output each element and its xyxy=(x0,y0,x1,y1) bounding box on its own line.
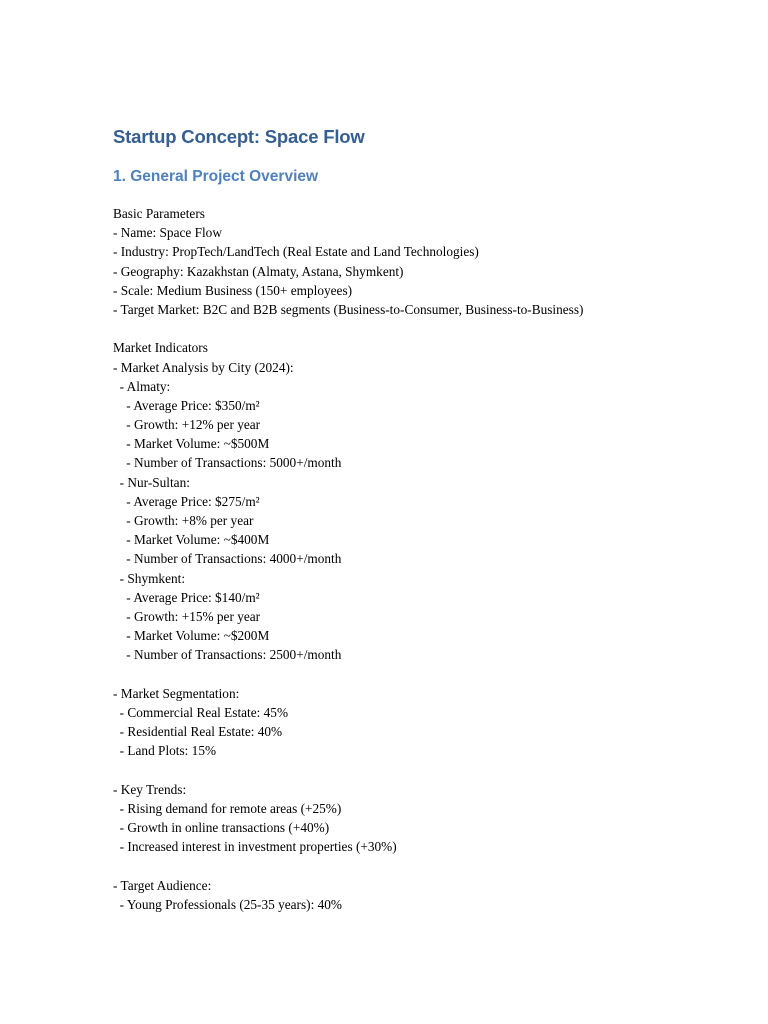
key-trends-block xyxy=(113,780,733,857)
segment-line: - Commercial Real Estate: 45% xyxy=(113,704,289,720)
city-metric-line: - Growth: +8% per year xyxy=(113,513,254,528)
key-trends-heading: - Key Trends: xyxy=(113,781,187,797)
trend-line: - Rising demand for remote areas (+25%) xyxy=(113,800,342,816)
city-metric-line: - Market Volume: ~$200M xyxy=(113,628,270,644)
market-segmentation-block xyxy=(113,684,733,761)
blank-line xyxy=(113,665,733,684)
trend-line: - Growth in online transactions (+40%) xyxy=(113,820,330,835)
city-shymkent: - Shymkent: xyxy=(113,570,186,586)
city-metric-line: - Average Price: $140/m² xyxy=(113,589,260,605)
target-audience-block xyxy=(113,876,733,914)
parameter-target-market: - Target Market: B2C and B2B segments (Business-to-Consumer, Business-to-Business) xyxy=(113,301,584,317)
city-metric-line: - Growth: +12% per year xyxy=(113,417,261,433)
market-indicators-heading: Market Indicators xyxy=(113,340,208,356)
city-metric-line: - Market Volume: ~$400M xyxy=(113,532,270,548)
blank-line xyxy=(113,856,733,875)
city-metric-line: - Growth: +15% per year xyxy=(113,608,261,624)
city-metric-line: - Market Volume: ~$500M xyxy=(113,436,270,452)
segment-line: - Residential Real Estate: 40% xyxy=(113,724,283,740)
document-page xyxy=(113,122,733,914)
blank-line xyxy=(113,319,733,338)
city-metric-line: - Number of Transactions: 2500+/month xyxy=(113,647,342,663)
city-nur-sultan: - Nur-Sultan: xyxy=(113,474,190,490)
parameter-geography: - Geography: Kazakhstan (Almaty, Astana, Shymkent) xyxy=(113,263,404,279)
trend-line: - Increased interest in investment properties (+30%) xyxy=(113,839,397,855)
market-analysis-label: - Market Analysis by City (2024): xyxy=(113,359,294,375)
city-metric-line: - Number of Transactions: 5000+/month xyxy=(113,455,342,471)
city-almaty: - Almaty: xyxy=(113,378,171,394)
basic-parameters-block xyxy=(113,204,733,319)
blank-line xyxy=(113,760,733,779)
segment-line: - Land Plots: 15% xyxy=(113,743,217,759)
parameter-industry: - Industry: PropTech/LandTech (Real Estate and Land Technologies) xyxy=(113,244,479,260)
basic-parameters-heading: Basic Parameters xyxy=(113,206,205,221)
market-indicators-block xyxy=(113,338,733,664)
market-segmentation-heading: - Market Segmentation: xyxy=(113,685,240,701)
city-metric-line: - Number of Transactions: 4000+/month xyxy=(113,551,342,567)
city-metric-line: - Average Price: $275/m² xyxy=(113,493,260,509)
target-audience-heading: - Target Audience: xyxy=(113,877,212,893)
document-title: Startup Concept: Space Flow xyxy=(113,126,365,147)
city-metric-line: - Average Price: $350/m² xyxy=(113,397,260,413)
section-heading-general-overview: 1. General Project Overview xyxy=(113,168,319,185)
parameter-scale: - Scale: Medium Business (150+ employees) xyxy=(113,282,353,298)
parameter-name: - Name: Space Flow xyxy=(113,225,222,241)
audience-line: - Young Professionals (25-35 years): 40% xyxy=(113,896,342,912)
